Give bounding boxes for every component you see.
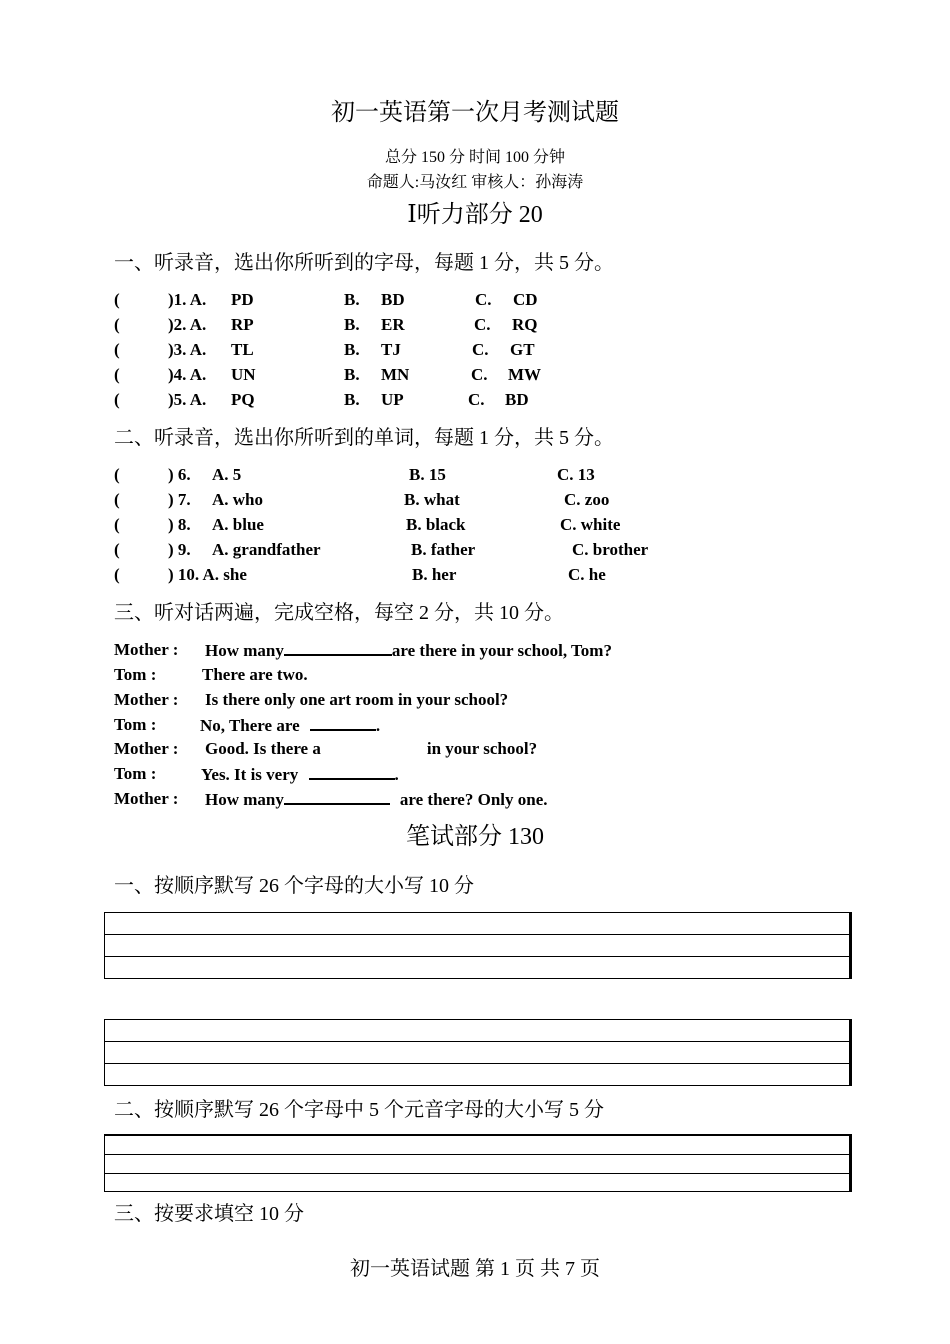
option-b: B. her bbox=[412, 565, 457, 584]
option-c_label: C. bbox=[471, 365, 488, 384]
dialogue-speaker: Mother : bbox=[114, 739, 179, 758]
option-num: )5. A. bbox=[168, 390, 207, 409]
dialogue-text: No, There are bbox=[200, 716, 300, 735]
answer-blank[interactable] bbox=[309, 764, 395, 780]
answer-paren[interactable]: ( bbox=[114, 540, 120, 559]
writing-line[interactable] bbox=[105, 1042, 849, 1064]
dialogue-speaker: Mother : bbox=[114, 690, 179, 709]
dialogue-speaker: Tom : bbox=[114, 665, 157, 684]
answer-paren[interactable]: ( bbox=[114, 365, 120, 384]
option-b: B. black bbox=[406, 515, 466, 534]
option-b_label: B. bbox=[344, 390, 360, 409]
dialogue-line bbox=[114, 789, 548, 809]
option-a: A. 5 bbox=[212, 465, 242, 484]
writing-q1-instruction: 一、按顺序默写 26 个字母的大小写 10 分 bbox=[114, 875, 474, 897]
writing-line[interactable] bbox=[105, 1136, 849, 1155]
dialogue-text: How many bbox=[205, 641, 284, 660]
writing-q3-instruction: 三、按要求填空 10 分 bbox=[114, 1203, 304, 1225]
writing-line[interactable] bbox=[105, 1174, 849, 1191]
option-b: UP bbox=[381, 390, 404, 409]
listening-q3-instruction: 三、听对话两遍，完成空格，每空 2 分，共 10 分。 bbox=[114, 602, 564, 624]
dialogue-text: in your school? bbox=[426, 739, 538, 758]
option-c: C. brother bbox=[572, 540, 649, 559]
option-c_label: C. bbox=[472, 340, 489, 359]
dialogue-line bbox=[114, 739, 538, 759]
option-c_label: C. bbox=[475, 290, 492, 309]
dialogue-speaker: Mother : bbox=[114, 789, 179, 808]
dialogue-text: There are two. bbox=[202, 665, 308, 684]
option-c_label: C. bbox=[474, 315, 491, 334]
alphabet-writing-grid[interactable] bbox=[104, 1019, 852, 1086]
page-footer: 初一英语试题 第 1 页 共 7 页 bbox=[350, 1258, 600, 1280]
question-number: ) 10. A. she bbox=[168, 565, 247, 584]
option-c: C. he bbox=[568, 565, 606, 584]
option-c: C. 13 bbox=[557, 465, 595, 484]
option-a: A. blue bbox=[212, 515, 264, 534]
option-num: )4. A. bbox=[168, 365, 207, 384]
option-a: A. grandfather bbox=[212, 540, 321, 559]
option-a: UN bbox=[231, 365, 256, 384]
option-b: BD bbox=[381, 290, 405, 309]
writing-q2-instruction: 二、按顺序默写 26 个字母中 5 个元音字母的大小写 5 分 bbox=[114, 1099, 604, 1121]
answer-paren[interactable]: ( bbox=[114, 390, 120, 409]
option-c: CD bbox=[513, 290, 538, 309]
answer-blank[interactable] bbox=[284, 789, 390, 805]
answer-paren[interactable]: ( bbox=[114, 490, 120, 509]
dialogue-text: . bbox=[394, 765, 399, 784]
dialogue-text: How many bbox=[205, 790, 284, 809]
listening-q2-instruction: 二、听录音，选出你所听到的单词，每题 1 分，共 5 分。 bbox=[114, 427, 614, 449]
dialogue-text: are there in your school, Tom? bbox=[391, 641, 612, 660]
alphabet-writing-grid[interactable] bbox=[104, 912, 852, 979]
dialogue-speaker: Tom : bbox=[114, 715, 157, 734]
dialogue-line bbox=[114, 640, 612, 660]
option-b: MN bbox=[381, 365, 410, 384]
dialogue-text: are there? Only one. bbox=[399, 790, 548, 809]
option-a: TL bbox=[231, 340, 254, 359]
answer-paren[interactable]: ( bbox=[114, 565, 120, 584]
option-c_label: C. bbox=[468, 390, 485, 409]
dialogue-text: . bbox=[375, 716, 381, 735]
listening-heading: Ⅰ听力部分 20 bbox=[407, 202, 543, 228]
answer-paren[interactable]: ( bbox=[114, 290, 120, 309]
question-number: ) 8. bbox=[168, 515, 191, 534]
dialogue-line bbox=[114, 764, 399, 784]
option-c: MW bbox=[508, 365, 542, 384]
answer-blank[interactable] bbox=[284, 640, 392, 656]
writing-line[interactable] bbox=[105, 1064, 849, 1085]
option-a: RP bbox=[231, 315, 254, 334]
writing-line[interactable] bbox=[105, 957, 849, 978]
option-b_label: B. bbox=[344, 290, 360, 309]
option-c: C. zoo bbox=[564, 490, 610, 509]
question-number: ) 7. bbox=[168, 490, 191, 509]
dialogue-line bbox=[114, 690, 509, 710]
dialogue-speaker: Tom : bbox=[114, 764, 157, 783]
writing-line[interactable] bbox=[105, 1020, 849, 1042]
writing-line[interactable] bbox=[105, 913, 849, 935]
option-b: B. what bbox=[404, 490, 460, 509]
option-b: B. 15 bbox=[409, 465, 446, 484]
option-b: B. father bbox=[411, 540, 476, 559]
option-a: PD bbox=[231, 290, 254, 309]
score-time-line: 总分 150 分 时间 100 分钟 bbox=[384, 149, 565, 166]
answer-blank[interactable] bbox=[310, 715, 376, 731]
dialogue-line bbox=[114, 665, 308, 685]
answer-paren[interactable]: ( bbox=[114, 515, 120, 534]
option-a: A. who bbox=[212, 490, 264, 509]
option-c: BD bbox=[505, 390, 529, 409]
page-title: 初一英语第一次月考测试题 bbox=[331, 100, 619, 126]
option-b_label: B. bbox=[344, 365, 360, 384]
answer-paren[interactable]: ( bbox=[114, 465, 120, 484]
dialogue-line bbox=[114, 715, 381, 735]
option-num: )3. A. bbox=[168, 340, 207, 359]
vowel-writing-grid[interactable] bbox=[104, 1134, 852, 1192]
dialogue-speaker: Mother : bbox=[114, 640, 179, 659]
question-number: ) 6. bbox=[168, 465, 191, 484]
answer-paren[interactable]: ( bbox=[114, 340, 120, 359]
option-b: TJ bbox=[381, 340, 401, 359]
writing-heading: 笔试部分 130 bbox=[406, 824, 544, 850]
writing-line[interactable] bbox=[105, 935, 849, 957]
option-num: )1. A. bbox=[168, 290, 207, 309]
option-c: RQ bbox=[512, 315, 538, 334]
listening-q1-instruction: 一、听录音，选出你所听到的字母，每题 1 分，共 5 分。 bbox=[114, 252, 614, 274]
option-c: GT bbox=[510, 340, 535, 359]
authors-line: 命题人:马汝红 审核人：孙海涛 bbox=[366, 174, 584, 191]
option-b_label: B. bbox=[344, 340, 360, 359]
option-b: ER bbox=[381, 315, 405, 334]
dialogue-text: Yes. It is very bbox=[201, 765, 299, 784]
writing-line[interactable] bbox=[105, 1155, 849, 1174]
option-c: C. white bbox=[560, 515, 621, 534]
option-b_label: B. bbox=[344, 315, 360, 334]
answer-paren[interactable]: ( bbox=[114, 315, 120, 334]
option-a: PQ bbox=[231, 390, 255, 409]
question-number: ) 9. bbox=[168, 540, 191, 559]
dialogue-text: Is there only one art room in your school? bbox=[205, 690, 509, 709]
option-num: )2. A. bbox=[168, 315, 207, 334]
dialogue-text: Good. Is there a bbox=[205, 739, 321, 758]
